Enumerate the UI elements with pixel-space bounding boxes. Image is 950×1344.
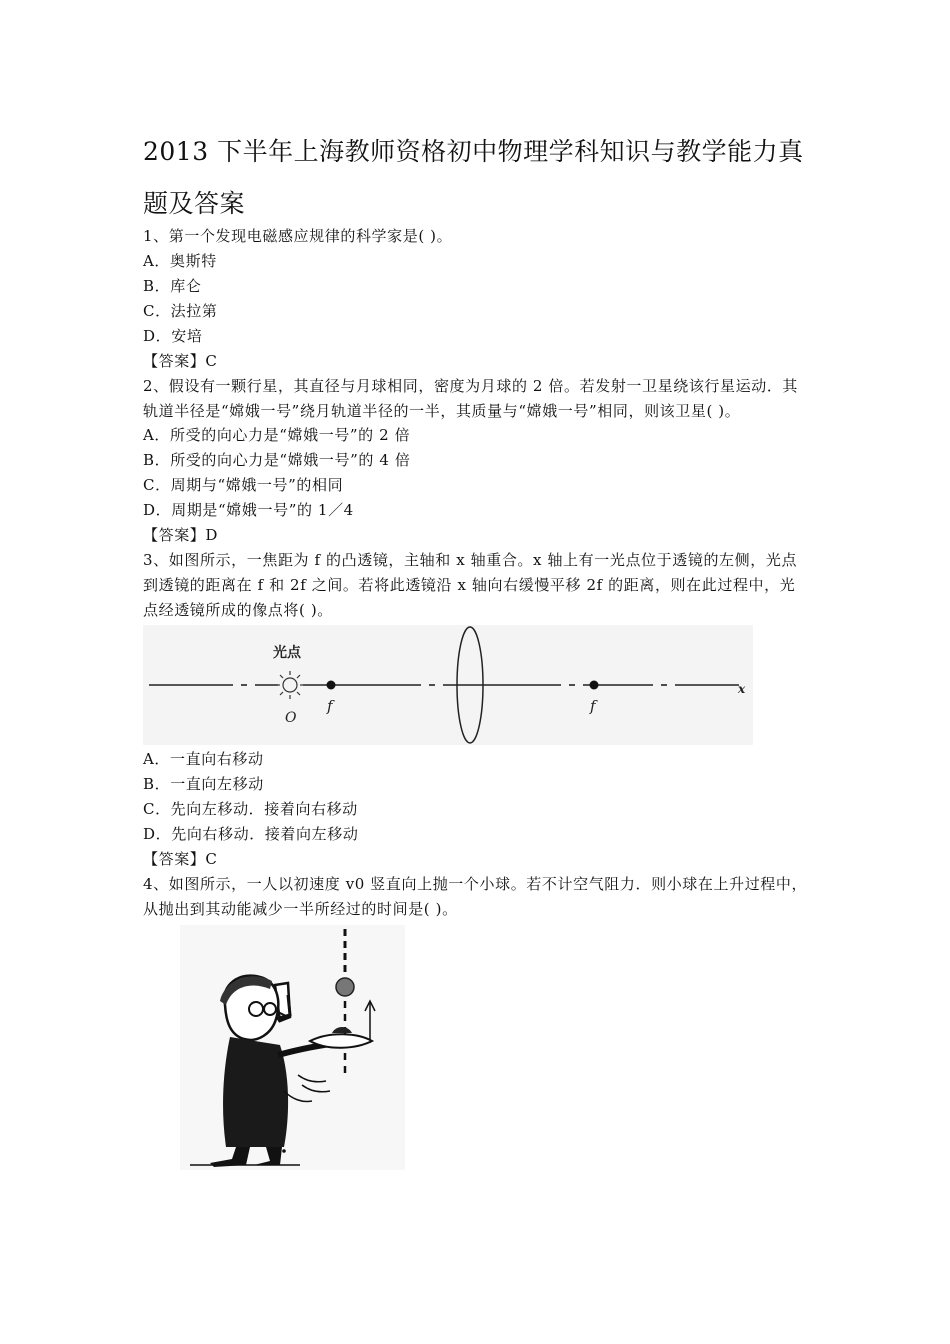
right-focus-point — [590, 681, 599, 690]
q2-answer: 【答案】D — [143, 526, 219, 544]
q1-stem: 1、第一个发现电磁感应规律的科学家是( )。 — [143, 227, 453, 245]
document-title — [143, 126, 823, 230]
q1-option-b: B．库仑 — [143, 277, 202, 295]
q2-stem-line-1: 2、假设有一颗行星，其直径与月球相同，密度为月球的 2 倍。若发射一卫星绕该行星运动．其 — [143, 377, 799, 395]
q1-option-c: C．法拉第 — [143, 302, 218, 320]
ball-throw-illustration — [180, 925, 405, 1170]
left-focus-label: f — [327, 697, 333, 715]
q2-option-b: B．所受的向心力是“嫦娥一号”的 4 倍 — [143, 451, 411, 469]
q3-option-b: B．一直向左移动 — [143, 775, 264, 793]
q3-stem-line-1: 3、如图所示，一焦距为 f 的凸透镜，主轴和 x 轴重合。x 轴上有一光点位于透镜的左侧，光点 — [143, 551, 798, 569]
lens-diagram — [143, 625, 753, 745]
q1-answer: 【答案】C — [143, 352, 218, 370]
title-line-2: 题及答案 — [143, 189, 246, 218]
q4-stem-line-1: 4、如图所示，一人以初速度 v0 竖直向上抛一个小球。若不计空气阻力．则小球在上升过程中， — [143, 875, 808, 893]
origin-label: O — [285, 710, 297, 726]
q1-option-a: A．奥斯特 — [143, 252, 217, 270]
q3-answer: 【答案】C — [143, 850, 218, 868]
q4-stem-line-2: 从抛出到其动能减少一半所经过的时间是( )。 — [143, 900, 458, 918]
title-line-1: 2013 下半年上海教师资格初中物理学科知识与教学能力真 — [143, 137, 804, 166]
ball-icon — [336, 978, 354, 996]
q3-stem-line-2: 到透镜的距离在 f 和 2f 之间。若将此透镜沿 x 轴向右缓慢平移 2f 的距离，则在此过程中，光 — [143, 576, 796, 594]
q3-option-d: D．先向右移动．接着向左移动 — [143, 825, 359, 843]
q1-option-d: D．安培 — [143, 327, 203, 345]
right-focus-label: f — [590, 697, 596, 715]
light-point-label: 光点 — [273, 645, 301, 661]
q2-option-c: C．周期与“嫦娥一号”的相同 — [143, 476, 344, 494]
left-focus-point — [327, 681, 336, 690]
q3-option-c: C．先向左移动．接着向右移动 — [143, 800, 358, 818]
q3-option-a: A．一直向右移动 — [143, 750, 264, 768]
q2-option-a: A．所受的向心力是“嫦娥一号”的 2 倍 — [143, 426, 411, 444]
x-axis-label: x — [738, 682, 746, 696]
q2-stem-line-2: 轨道半径是“嫦娥一号”绕月轨道半径的一半，其质量与“嫦娥一号”相同，则该卫星( )。 — [143, 402, 741, 420]
q3-stem-line-3: 点经透镜所成的像点将( )。 — [143, 601, 333, 619]
q2-option-d: D．周期是“嫦娥一号”的 1／4 — [143, 501, 354, 519]
illustration-background — [180, 925, 405, 1170]
